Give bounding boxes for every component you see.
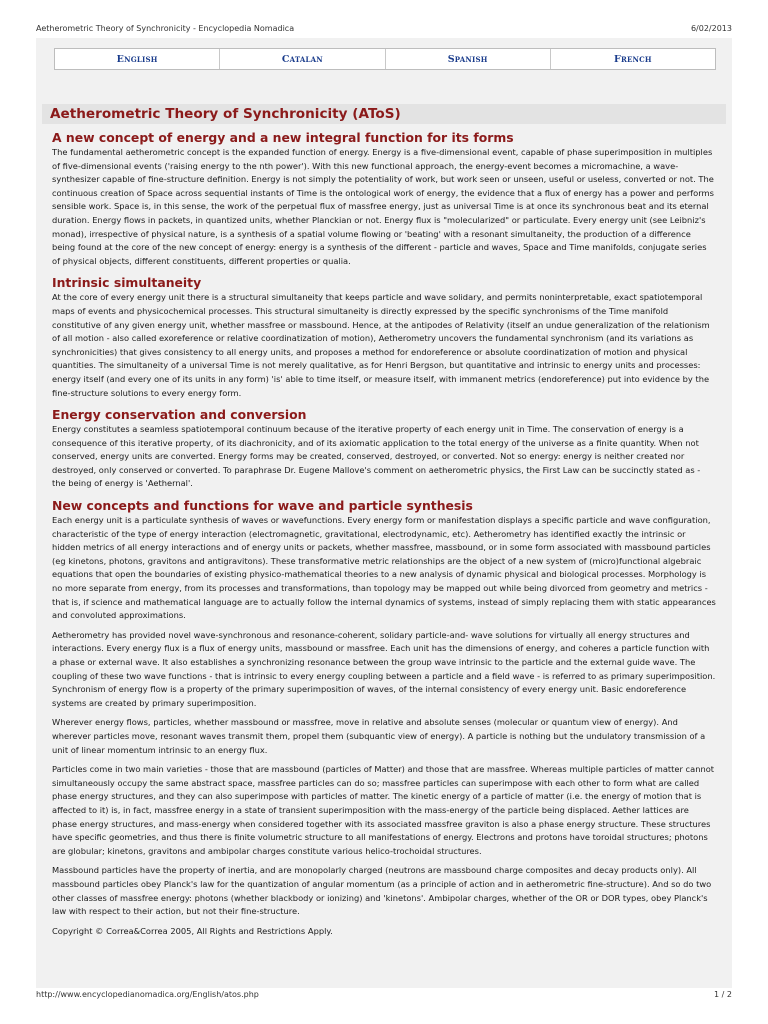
page-body [36, 38, 732, 988]
print-header [36, 24, 732, 33]
paragraph: Wherever energy flows, particles, whether massbound or massfree, move in relative and absolute senses (molecular or quantum view of energy). And wherever particles move, resonant waves transmit them, propel them (subquantic view of energy). A particle is nothing but the undulatory transmission of a unit of linear momentum intrinsic to an energy flux. [52, 717, 706, 755]
page-url: http://www.encyclopedianomadica.org/English/atos.php [36, 990, 259, 999]
paragraph: Particles come in two main varieties - those that are massbound (particles of Matter) and those that are massfree. Whereas multiple particles of matter cannot simultaneously occupy the same abstract space, massfree particles can do so; massfree particles can superimpose with each other to form what are called phase energy structures, and they can also superimpose with particles of matter. The kinetic energy of a particle of matter (i.e. the energy of motion that is affected to it) is, in fact, massfree energy in a state of transient superimposition with the mass-energy of the particle being displaced. Aether lattices are phase energy structures, and mass-energy when considered together with its associated massfree graviton is also a phase energy structure. These structures have specific geometries, and thus there is finite volumetric structure to all manifestations of energy. Electrons and protons have toroidal structures; photons are globular; kinetons, gravitons and ambipolar charges constitute various helico-trochoidal structures. [52, 764, 715, 856]
section-heading: Intrinsic simultaneity [52, 275, 202, 291]
paragraph: Energy constitutes a seamless spatiotemporal continuum because of the iterative property of each energy unit in Time. The conservation of energy is a consequence of this iterative property, of its diachronicity, and of its axiomatic application to the total energy of the universe as a finite quantity. When not conserved, energy units are converted. Energy forms may be created, conserved, destroyed, or converted. Not so energy: energy is neither created nor destroyed, only conserved or converted. To paraphrase Dr. Eugene Mallove's comment on aetherometric physics, the First Law can be succinctly stated as - the being of energy is 'Aethernal'. [52, 424, 701, 489]
language-tab-spanish[interactable]: Spanish [386, 49, 551, 69]
print-footer [36, 990, 732, 999]
article [42, 104, 726, 938]
print-date: 6/02/2013 [690, 24, 732, 33]
section-intrinsic-simultaneity [42, 275, 726, 400]
section-heading: Energy conservation and conversion [52, 407, 307, 423]
paragraph: Each energy unit is a particulate synthesis of waves or wavefunctions. Every energy form or manifestation displays a specific particle and wave configuration, characteristic of the type of energy interaction (electromagnetic, gravitational, electrodynamic, etc). Aetherometry has identified exactly the intrinsic or hidden metrics of all energy interactions and of energy units or packets, whether massfree, massbound, or in some form associated with massbound particles (eg kinetons, photons, gravitons and antigravitons). These transformative metric relationships are the object of a new system of (micro)functional algebraic equations that open the boundaries of existing physico-mathematical theories to a new analysis of dynamic physical and biological processes. Morphology is no more separate from energy, from its processes and transformations, than topology may be mapped out while being divorced from geometry and metrics - that is, if science and mathematical language are to actually follow the internal dynamics of systems, instead of simply replacing them with static appearances and convoluted approximations. [52, 515, 716, 621]
language-tab-french[interactable]: French [614, 53, 652, 65]
section-wave-particle-synthesis [42, 498, 726, 919]
section-energy-conservation [42, 407, 726, 491]
title-bar [42, 104, 726, 124]
page-title: Aetherometric Theory of Synchronicity (AToS) [50, 106, 401, 122]
section-new-concept-of-energy [42, 130, 726, 268]
copyright-notice: Copyright © Correa&Correa 2005, All Rights and Restrictions Apply. [52, 925, 333, 936]
paragraph: Massbound particles have the property of inertia, and are monopolarly charged (neutrons are massbound charge composites and decay products only). All massbound particles obey Planck's law for the quantization of angular momentum (as a principle of action and in aetherometric fine-structure). And so do two other classes of massfree energy: photons (whether blackbody or ionizing) and 'kinetons'. Ambipolar charges, whether of the OR or DOR types, obey Planck's law with respect to their action, but not their fine-structure. [52, 865, 712, 917]
paragraph: Aetherometry has provided novel wave-synchronous and resonance-coherent, solidary particle-and- wave solutions for virtually all energy structures and interactions. Every energy flux is a flux of energy units, massbound or massfree. Each unit has the dimensions of energy, and coheres a particle function with a phase or external wave. It also establishes a synchronizing resonance between the group wave intrinsic to the particle and the external guide wave. The coupling of these two wave functions - that is intrinsic to every energy coupling between a particle and a field wave - is referred to as primary superimposition. Synchronism of energy flow is a property of the primary superimposition of waves, of the internal consistency of every energy unit. Basic endoreference systems are created by primary superimposition. [52, 629, 716, 708]
section-heading: A new concept of energy and a new integral function for its forms [52, 130, 514, 145]
section-heading: New concepts and functions for wave and particle synthesis [52, 498, 473, 514]
language-bar [54, 48, 716, 70]
page-number: 1 / 2 [714, 990, 732, 999]
paragraph: The fundamental aetherometric concept is the expanded function of energy. Energy is a five-dimensional event, capable of phase superimposition in multiples of five-dimensional events ('raising energy to the nth power'). With this new functional approach, the energy-event becomes a micromachine, a wave-synthesizer capable of fine-structure definition. Energy is not simply the potentiality of work, but work seen or unseen, useful or useless, converted or not. The continuous creation of Space across sequential instants of Time is the ontological work of energy, the evidence that a flux of energy has a power and performs sensible work. Space is, in this sense, the work of the perpetual flux of massfree energy, just as universal Time is at once its synchronous beat and its eternal duration. Energy flows in packets, in quantized units, whether Planckian or not. Energy flux is "molecularized" or particulate. Every energy unit (see Leibniz's monad), irrespective of physical nature, is a synthesis of a spatial volume flowing or 'beating' with a resonant simultaneity, the production of a difference being found at the core of the new concept of energy: energy is a synthesis of the different - particle and waves, Space and Time manifolds, conjugate series of physical objects, different constituents, different properties or qualia. [52, 147, 714, 266]
print-doc-title: Aetherometric Theory of Synchronicity - Encyclopedia Nomadica [36, 24, 295, 33]
language-tab-catalan[interactable]: Catalan [220, 49, 385, 69]
paragraph: At the core of every energy unit there is a structural simultaneity that keeps particle and wave solidary, and permits noninterpretable, exact spatiotemporal maps of events and physicochemical processes. This structural simultaneity is directly expressed by the specific synchronisms of the Time manifold constitutive of any given energy unit, whether massfree or massbound. Hence, at the antipodes of Relativity (itself an undue generalization of the relationism of all motion - also called exoreference or relative coordinatization of motion), Aetherometry uncovers the fundamental synchronism (and its variations as synchronicities) that gives consistency to all energy units, and proposes a method for endoreference or absolute coordinatization of motion and physical quantities. The simultaneity of a universal Time is not merely qualitative, as for Henri Bergson, but quantitative and intrinsic to energy units and processes: energy itself (and every one of its units in any form) 'is' able to time itself, or measure itself, with immanent metrics (endoreference) put into evidence by the fine-structure solutions to every energy form. [52, 292, 710, 398]
language-tab-english[interactable]: English [55, 49, 220, 69]
